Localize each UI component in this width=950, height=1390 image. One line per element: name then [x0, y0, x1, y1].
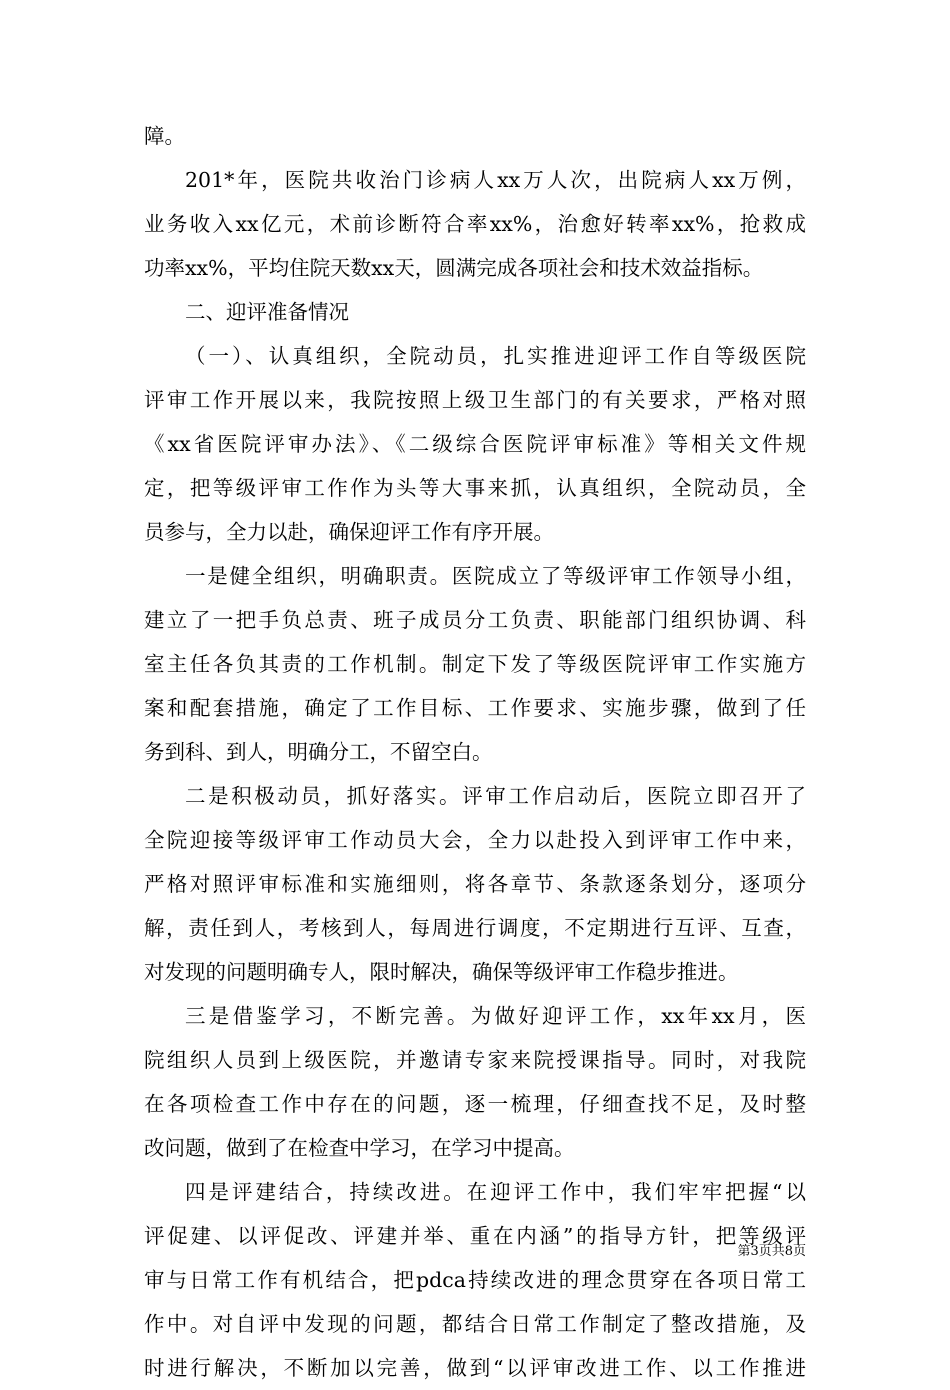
text-line: 务到科、到人，明确分工，不留空白。 [144, 740, 493, 764]
text-line: 功率xx%，平均住院天数xx天，圆满完成各项社会和技术效益指标。 [144, 256, 764, 280]
text-line: 二是积极动员，抓好落实。评审工作启动后，医院立即召开了 [185, 784, 806, 808]
text-line: 二、迎评准备情况 [185, 300, 349, 324]
text-line: 院组织人员到上级医院，并邀请专家来院授课指导。同时，对我院 [144, 1048, 806, 1072]
text-line: 改问题，做到了在检查中学习，在学习中提高。 [144, 1136, 575, 1160]
text-line: 建立了一把手负总责、班子成员分工负责、职能部门组织协调、科 [144, 608, 806, 632]
text-line: 严格对照评审标准和实施细则，将各章节、条款逐条划分，逐项分 [144, 872, 806, 896]
document-body [144, 114, 806, 1390]
text-line: 业务收入xx亿元，术前诊断符合率xx%，治愈好转率xx%，抢救成 [144, 212, 806, 236]
text-line: 时进行解决，不断加以完善，做到“以评审改进工作、以工作推进 [144, 1356, 806, 1380]
text-line: 对发现的问题明确专人，限时解决，确保等级评审工作稳步推进。 [144, 960, 739, 984]
text-line: 在各项检查工作中存在的问题，逐一梳理，仔细查找不足，及时整 [144, 1092, 806, 1116]
text-line: 四是评建结合，持续改进。在迎评工作中，我们牢牢把握“以 [185, 1180, 806, 1204]
text-line: 障。 [144, 124, 185, 148]
text-line: 全院迎接等级评审工作动员大会，全力以赴投入到评审工作中来， [144, 828, 806, 852]
text-line: 《xx省医院评审办法》、《二级综合医院评审标准》等相关文件规 [144, 432, 806, 456]
text-line: 员参与，全力以赴，确保迎评工作有序开展。 [144, 520, 554, 544]
page-number: 第3页共8页 [737, 1244, 806, 1259]
text-line: 室主任各负其责的工作机制。制定下发了等级医院评审工作实施方 [144, 652, 806, 676]
text-line: 评促建、以评促改、评建并举、重在内涵”的指导方针，把等级评 [144, 1224, 806, 1248]
text-line: 三是借鉴学习，不断完善。为做好迎评工作，xx年xx月，医 [185, 1004, 806, 1028]
text-line: 作中。对自评中发现的问题，都结合日常工作制定了整改措施，及 [144, 1312, 806, 1336]
text-line: 审与日常工作有机结合，把pdca持续改进的理念贯穿在各项日常工 [144, 1268, 806, 1292]
text-line: （一）、认真组织，全院动员，扎实推进迎评工作自等级医院 [185, 344, 806, 368]
text-line: 解，责任到人，考核到人，每周进行调度，不定期进行互评、互查， [144, 916, 806, 940]
text-line: 案和配套措施，确定了工作目标、工作要求、实施步骤，做到了任 [144, 696, 806, 720]
text-line: 定，把等级评审工作作为头等大事来抓，认真组织，全院动员，全 [144, 476, 806, 500]
text-line: 201*年，医院共收治门诊病人xx万人次，出院病人xx万例， [185, 168, 806, 192]
text-line: 评审工作开展以来，我院按照上级卫生部门的有关要求，严格对照 [144, 388, 806, 412]
text-line: 一是健全组织，明确职责。医院成立了等级评审工作领导小组， [185, 564, 806, 588]
